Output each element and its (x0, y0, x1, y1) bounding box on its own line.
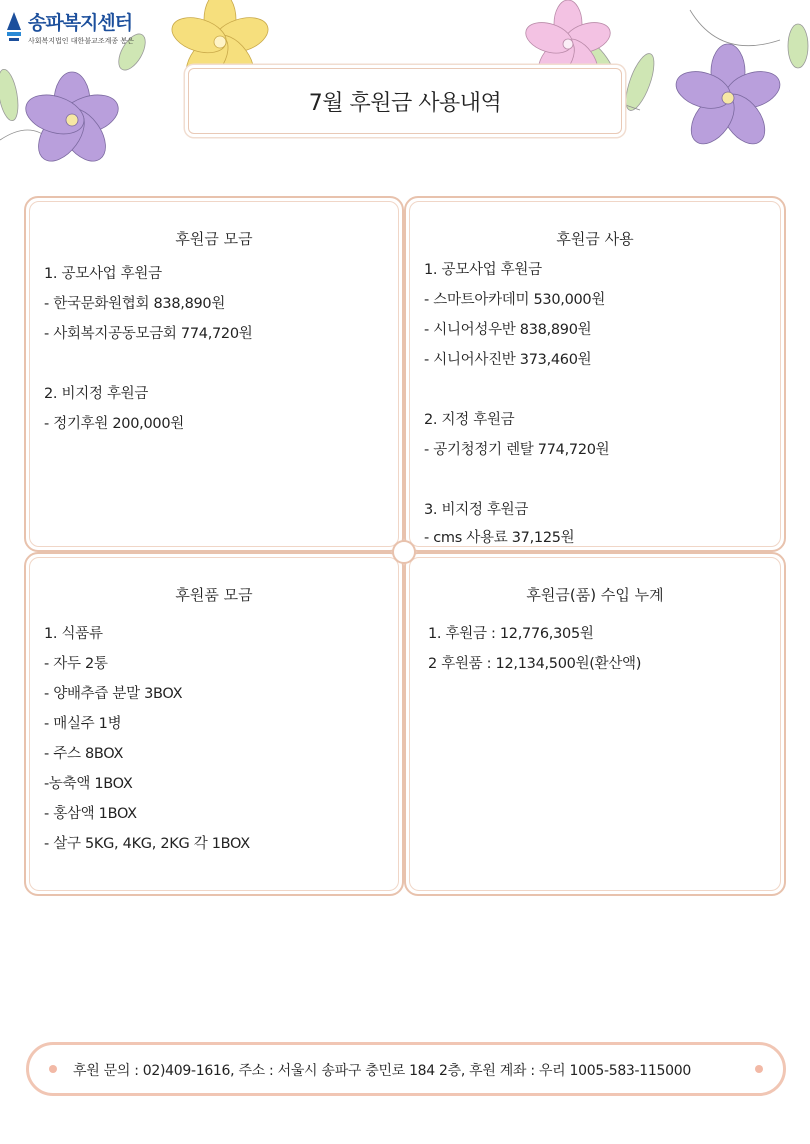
list-item: 2. 지정 후원금 (424, 412, 515, 428)
panel-title: 후원금 모금 (175, 230, 253, 248)
list-item: -농축액 1BOX (44, 776, 133, 792)
bullet-dot-icon (49, 1065, 57, 1073)
fund-raise-panel (24, 196, 404, 552)
list-item: 2 후원품 : 12,134,500원(환산액) (428, 656, 642, 672)
total-panel (404, 552, 786, 896)
fund-use-panel (404, 196, 786, 552)
logo-name: 송파복지센터 (28, 12, 133, 34)
list-item: - 시니어사진반 373,460원 (424, 352, 592, 368)
purple-flower-icon (21, 72, 123, 169)
list-item: - 홍삼액 1BOX (44, 806, 137, 822)
list-item: 1. 후원금 : 12,776,305원 (428, 626, 594, 642)
logo-mark-icon (6, 10, 22, 44)
list-item: - 자두 2통 (44, 656, 108, 672)
list-item: 3. 비지정 후원금 (424, 502, 529, 518)
footer-contact (26, 1042, 786, 1096)
list-item: - 매실주 1병 (44, 716, 122, 732)
goods-raise-panel (24, 552, 404, 896)
list-item: 1. 식품류 (44, 626, 103, 642)
purple-flower-icon (671, 44, 784, 152)
list-item: - 주스 8BOX (44, 746, 124, 762)
bullet-dot-icon (755, 1065, 763, 1073)
list-item: - 정기후원 200,000원 (44, 416, 184, 432)
panel-title: 후원금 사용 (556, 230, 634, 248)
list-item: - 양배추즙 분말 3BOX (44, 686, 183, 702)
list-item: 1. 공모사업 후원금 (44, 266, 162, 282)
list-item: 1. 공모사업 후원금 (424, 262, 542, 278)
center-ornament (392, 540, 416, 564)
logo (6, 6, 166, 50)
logo-subtitle: 사회복지법인 대한불교조계종 봉은 (28, 37, 134, 45)
list-item: - 스마트아카데미 530,000원 (424, 292, 606, 308)
footer-text: 후원 문의 : 02)409-1616, 주소 : 서울시 송파구 충민로 184 2층, 후원 계좌 : 우리 1005-583-115000 (73, 1063, 691, 1079)
list-item: - 한국문화원협회 838,890원 (44, 296, 226, 312)
page-title: 7월 후원금 사용내역 (188, 68, 622, 134)
list-item: - 살구 5KG, 4KG, 2KG 각 1BOX (44, 836, 250, 852)
panel-title: 후원품 모금 (175, 586, 253, 604)
list-item: - 사회복지공동모금회 774,720원 (44, 326, 253, 342)
list-item: - cms 사용료 37,125원 (424, 530, 575, 546)
list-item: - 시니어성우반 838,890원 (424, 322, 592, 338)
panel-title: 후원금(품) 수입 누계 (526, 586, 664, 604)
list-item: - 공기청정기 렌탈 774,720원 (424, 442, 610, 458)
list-item: 2. 비지정 후원금 (44, 386, 149, 402)
